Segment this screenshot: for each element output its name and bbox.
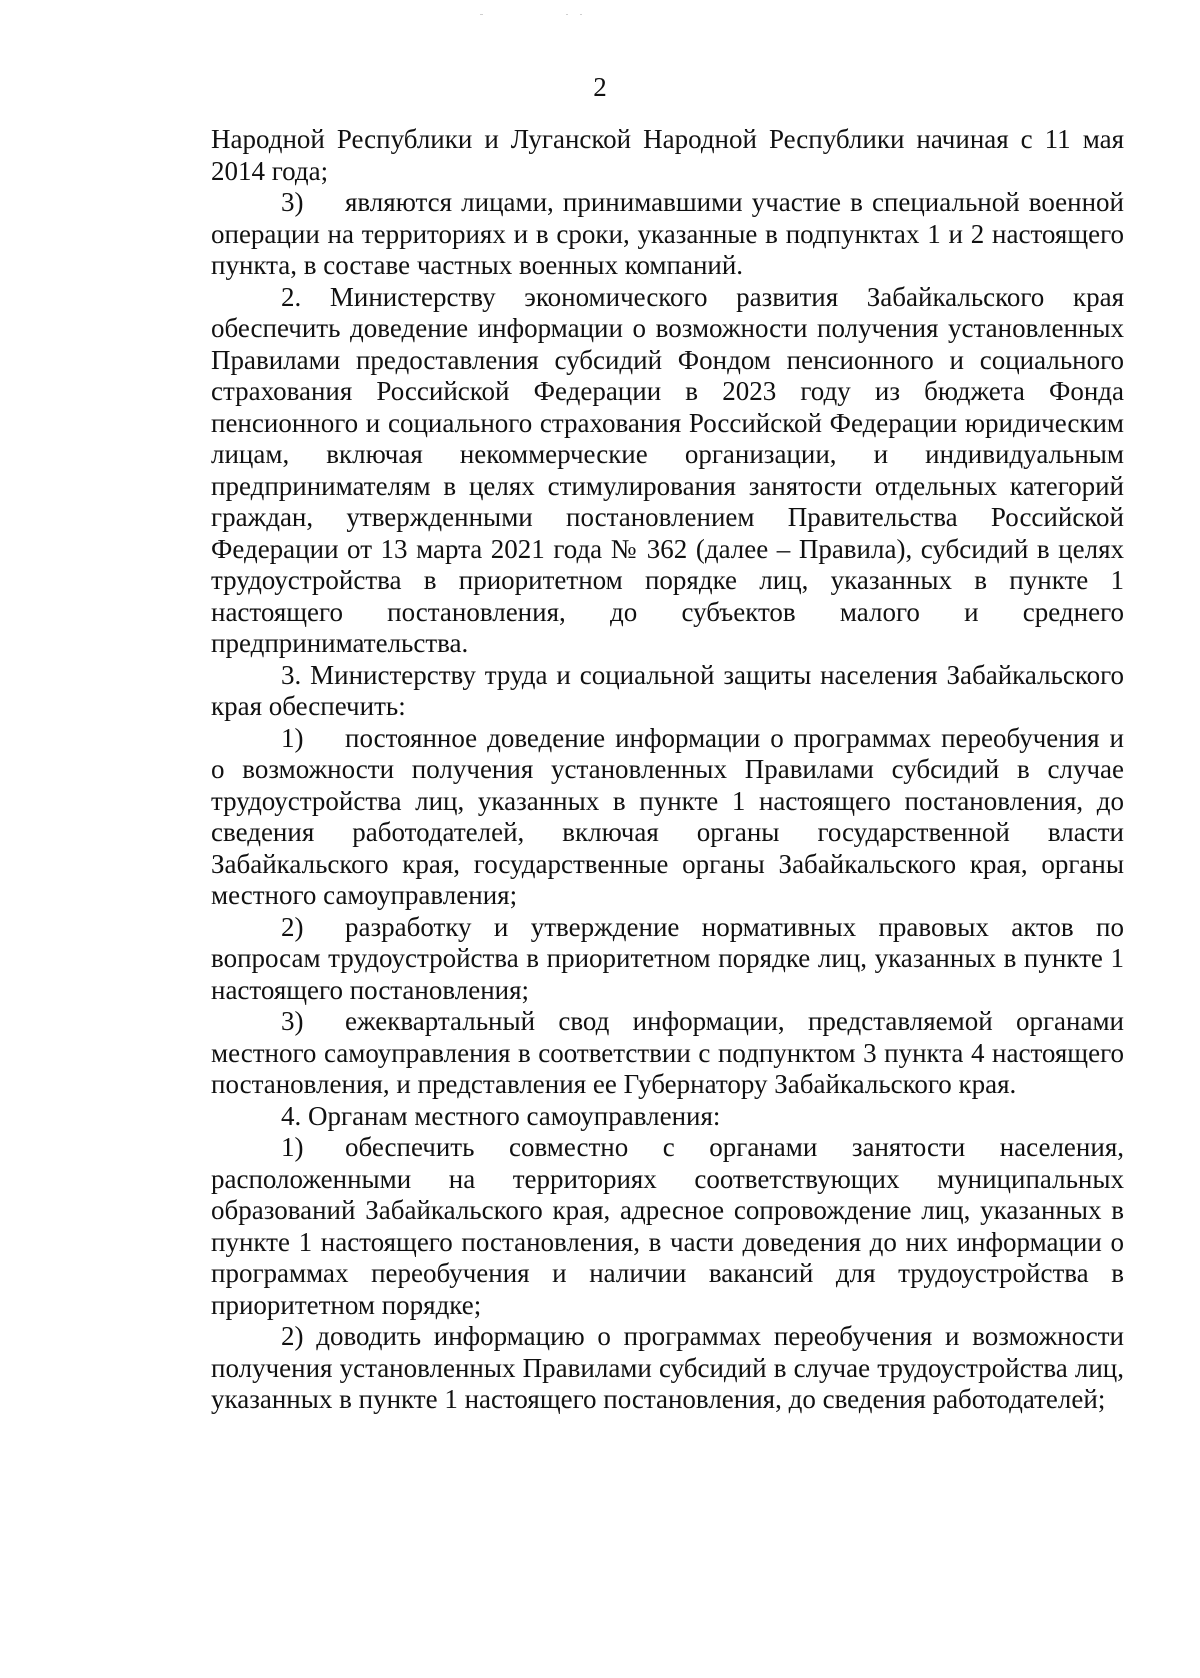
list-item-number: 3): [281, 1006, 304, 1036]
paragraph: 2. Министерству экономического развития Забайкальского края обеспечить доведение информации о возможности получения установленных Правилами предоставления субсидий Фондом пенсионного и социального страхования Российской Федерации в 2023 году из бюджета Фонда пенсионного и социального страхования Российской Федерации юридическим лицам, включая некоммерческие организации, и индивидуальным предпринимателям в целях стимулирования занятости отдельных категорий граждан, утвержденными постановлением Правительства Российской Федерации от 13 марта 2021 года № 362 (далее – Правила), субсидий в целях трудоустройства в приоритетном порядке лиц, указанных в пункте 1 настоящего постановления, до субъектов малого и среднего предпринимательства.: [211, 281, 1124, 658]
scan-artifact: [580, 14, 582, 15]
list-item: [211, 912, 1124, 1007]
list-item: [211, 1132, 1124, 1321]
page-number: 2: [593, 72, 607, 102]
list-item-text: обеспечить совместно с органами занятости населения, расположенными на территориях соответствующих муниципальных образований Забайкальского края, адресное сопровождение лиц, указанных в пункте 1 настоящего постановления, в части доведения до них информации о программах переобучения и наличии вакансий для трудоустройства в приоритетном порядке;: [211, 1132, 1124, 1320]
list-item: [211, 187, 1124, 282]
paragraph: Народной Республики и Луганской Народной Республики начиная с 11 мая 2014 года;: [211, 124, 1124, 186]
paragraph: 2) доводить информацию о программах переобучения и возможности получения установленных Правилами субсидий в случае трудоустройства лиц, указанных в пункте 1 настоящего постановления, до сведения работодателей;: [211, 1321, 1124, 1414]
scan-artifact: [566, 14, 568, 15]
list-item-number: 1): [281, 1132, 304, 1162]
list-item-number: 3): [281, 187, 304, 217]
paragraph: 4. Органам местного самоуправления:: [281, 1100, 721, 1131]
list-item-number: 1): [281, 722, 304, 753]
list-item-text: ежеквартальный свод информации, представляемой органами местного самоуправления в соответствии с подпунктом 3 пункта 4 настоящего постановления, и представления ее Губернатору Забайкальского края.: [211, 1006, 1124, 1099]
list-item: [211, 1006, 1124, 1101]
list-item-number: 2): [281, 911, 304, 942]
list-item-text: постоянное доведение информации о программах переобучения и о возможности получения установленных Правилами субсидий в случае трудоустройства лиц, указанных в пункте 1 настоящего постановления, до сведения работодателей, включая органы государственной власти Забайкальского края, государственные органы Забайкальского края, органы местного самоуправления;: [211, 722, 1124, 910]
paragraph: 3. Министерству труда и социальной защиты населения Забайкальского края обеспечить:: [211, 659, 1124, 721]
document-body: [211, 124, 1124, 1416]
list-item-text: разработку и утверждение нормативных правовых актов по вопросам трудоустройства в приоритетном порядке лиц, указанных в пункте 1 настоящего постановления;: [211, 911, 1124, 1005]
scan-artifact: [480, 14, 483, 15]
list-item: [211, 723, 1124, 912]
list-item-text: являются лицами, принимавшими участие в специальной военной операции на территориях и в сроки, указанные в подпунктах 1 и 2 настоящего пункта, в составе частных военных компаний.: [211, 187, 1124, 280]
